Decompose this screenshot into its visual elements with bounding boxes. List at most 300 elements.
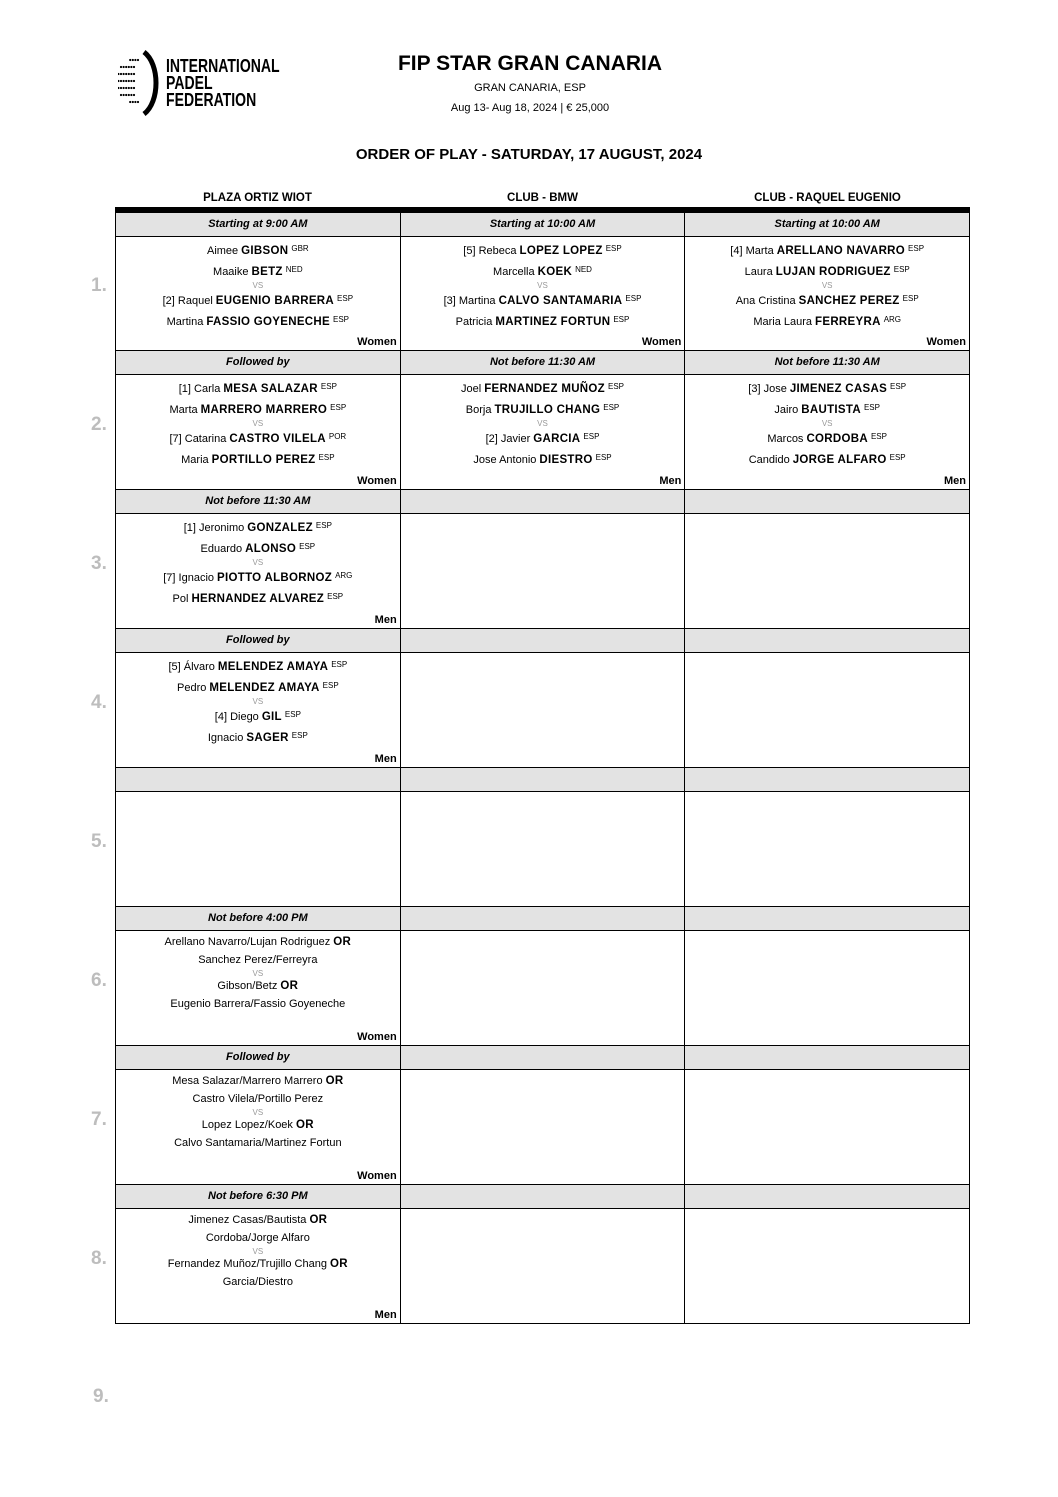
match-cell [400,212,686,351]
player-line [116,677,400,698]
player-first-name: Marcos [767,433,804,445]
match-cell [684,768,970,907]
match-category: Men [374,753,397,765]
player-seed: [4] [214,711,227,723]
player-line [685,240,969,261]
player-first-name: Patricia [455,315,493,328]
match-category: Men [374,614,397,626]
fip-logo [118,50,312,116]
match-cell [115,768,401,907]
match-body [685,931,969,1045]
schedule-row [91,907,970,1046]
player-nationality: ESP [337,294,354,303]
match-time-header: Followed by [116,629,400,653]
or-label: OR [333,936,352,948]
player-seed: [4] [730,245,743,257]
player-seed: [7] [163,572,176,584]
player-line [685,311,969,332]
player-first-name: Ana Cristina [735,295,796,307]
or-label: OR [330,1258,348,1270]
match-cell [400,1185,686,1324]
match-time-header: Starting at 10:00 AM [685,213,969,237]
team-names: Fernandez Muñoz/Trujillo Chang [167,1258,327,1270]
player-line [401,449,685,470]
player-nationality: GBR [291,244,309,253]
player-nationality: ESP [870,432,887,441]
player-last-name: MARTINEZ FORTUN [495,315,611,328]
player-last-name: GIBSON [241,245,289,257]
player-nationality: ESP [327,591,344,601]
player-nationality: ESP [330,402,347,412]
match-body [116,375,400,489]
row-number: 9. [93,1386,109,1407]
player-last-name: CORDOBA [806,433,868,445]
player-nationality: ESP [291,730,308,740]
player-first-name: Ignacio [178,572,215,584]
match-time-header: Not before 4:00 PM [116,907,400,931]
row-number: 2. [91,414,107,435]
schedule-row [91,351,970,490]
player-last-name: EUGENIO BARRERA [215,295,335,307]
team-names: Mesa Salazar/Marrero Marrero [172,1075,323,1087]
schedule-grid [91,212,970,1324]
player-seed: [1] [178,383,191,395]
player-seed: [2] [485,433,498,445]
match-body [401,375,685,489]
player-first-name: Ignacio [207,731,244,744]
player-first-name: Jairo [774,403,799,416]
logo-line: PADEL [166,72,213,93]
player-seed: [3] [748,383,761,395]
player-nationality: ESP [613,314,630,324]
match-body [685,653,969,767]
player-nationality: ESP [890,382,907,391]
match-cell [115,1185,401,1324]
match-body [401,792,685,906]
schedule-row [91,1185,970,1324]
team-names: Calvo Santamaria/Martinez Fortun [174,1136,342,1149]
player-nationality: POR [328,432,347,441]
tournament-header [330,52,730,114]
team-names: Garcia/Diestro [222,1275,293,1288]
team-line [116,1230,400,1248]
vs-label: VS [252,1108,264,1117]
player-seed: [3] [443,295,456,307]
player-line [116,538,400,559]
player-last-name: MESA SALAZAR [223,383,318,395]
match-body [116,792,400,906]
team-line [116,1117,400,1135]
player-last-name: ALONSO [245,542,297,555]
player-last-name: SANCHEZ PEREZ [798,295,900,307]
player-last-name: GIL [261,711,282,723]
or-label: OR [280,980,299,992]
player-first-name: Candido [748,453,790,466]
player-nationality: ESP [889,452,906,462]
player-first-name: Pedro [177,681,207,694]
player-first-name: Eduardo [200,542,243,555]
match-category: Women [641,336,682,348]
team-names: Cordoba/Jorge Alfaro [205,1231,310,1244]
match-category: Men [944,475,967,487]
player-line [401,378,685,399]
schedule-row [91,212,970,351]
vs-label: VS [537,419,548,428]
match-cell [115,351,401,490]
row-number: 5. [91,831,107,852]
match-category: Women [357,336,397,348]
player-seed: [5] [463,245,476,257]
match-cell [115,212,401,351]
match-cell [400,768,686,907]
court-headers [115,192,970,204]
schedule-row [91,490,970,629]
row-number: 1. [91,275,107,296]
team-line [116,1212,400,1230]
player-seed: [1] [183,522,196,534]
match-cell [400,907,686,1046]
player-first-name: Rebeca [478,245,517,257]
player-last-name: ARELLANO NAVARRO [776,245,906,257]
player-last-name: JORGE ALFARO [792,453,887,466]
player-first-name: Laura [744,265,773,278]
player-first-name: Martina [166,315,204,328]
player-last-name: KOEK [537,265,573,278]
match-cell [684,212,970,351]
match-body [685,1070,969,1184]
match-category: Men [374,1309,397,1321]
or-label: OR [309,1214,328,1226]
player-last-name: BAUTISTA [801,403,861,416]
match-body [685,375,969,489]
match-body [401,237,685,350]
player-nationality: ESP [908,244,925,253]
player-last-name: DIESTRO [539,453,593,466]
match-category: Women [357,1170,397,1182]
match-cell [684,907,970,1046]
match-time-header [401,1185,685,1209]
player-nationality: ESP [863,402,880,412]
player-line [685,449,969,470]
team-names: Eugenio Barrera/Fassio Goyeneche [170,997,346,1010]
player-nationality: NED [285,264,303,274]
player-first-name: Pol [172,592,189,605]
match-time-header [401,490,685,514]
player-last-name: LOPEZ LOPEZ [519,245,603,257]
row-cells [115,1046,970,1185]
player-last-name: FERREYRA [815,315,881,328]
player-last-name: MARRERO MARRERO [200,403,328,416]
player-nationality: ARG [883,314,902,324]
player-last-name: SAGER [246,731,289,744]
player-line [401,428,685,449]
match-category: Women [357,1031,397,1043]
player-line [401,311,685,332]
vs-label: VS [537,281,548,290]
logo-line: FEDERATION [166,89,257,110]
match-time-header: Not before 11:30 AM [116,490,400,514]
player-line [116,517,400,538]
player-nationality: ESP [625,294,642,303]
player-line [116,240,400,261]
row-cells [115,1185,970,1324]
player-nationality: ESP [583,432,600,441]
match-cell [400,1046,686,1185]
player-seed: [5] [168,661,181,673]
vs-label: VS [252,1247,264,1256]
player-seed: [7] [169,433,182,445]
player-line [116,290,400,311]
match-cell [115,907,401,1046]
match-body [116,1209,400,1323]
vs-label: VS [252,969,264,978]
match-time-header: Not before 11:30 AM [685,351,969,375]
row-cells [115,629,970,768]
player-last-name: MELENDEZ AMAYA [209,681,320,694]
player-first-name: Diego [230,711,259,723]
vs-label: VS [252,419,264,428]
team-line [116,1091,400,1109]
player-first-name: Borja [465,403,492,416]
player-nationality: ESP [320,382,337,391]
player-line [116,428,400,449]
player-nationality: ESP [607,382,624,391]
team-line [116,1256,400,1274]
row-cells [115,212,970,351]
or-label: OR [325,1075,344,1087]
logo-line: INTERNATIONAL [166,55,280,76]
match-cell [684,1046,970,1185]
player-first-name: Álvaro [183,661,215,673]
match-time-header [401,629,685,653]
player-line [401,290,685,311]
team-names: Sanchez Perez/Ferreyra [198,953,318,966]
tournament-location: GRAN CANARIA, ESP [474,82,586,94]
match-body [685,792,969,906]
team-names: Castro Vilela/Portillo Perez [192,1092,324,1105]
player-line [685,378,969,399]
order-of-play-title: ORDER OF PLAY - SATURDAY, 17 AUGUST, 2024 [355,146,703,163]
match-body [401,931,685,1045]
player-line [116,656,400,677]
player-last-name: JIMENEZ CASAS [789,383,888,395]
player-last-name: FASSIO GOYENECHE [206,315,330,328]
match-time-header [401,907,685,931]
player-first-name: Marta [745,245,774,257]
match-cell [684,490,970,629]
player-line [685,428,969,449]
player-last-name: FERNANDEZ MUÑOZ [484,383,605,395]
match-time-header: Starting at 10:00 AM [401,213,685,237]
player-last-name: CALVO SANTAMARIA [498,295,623,307]
match-cell [115,1046,401,1185]
player-last-name: BETZ [251,265,283,278]
row-number: 3. [91,553,107,574]
player-first-name: Maria Laura [753,315,813,328]
player-nationality: ESP [595,452,612,462]
player-line [116,261,400,282]
match-cell [115,490,401,629]
match-body [685,237,969,350]
player-line [116,449,400,470]
player-line [116,588,400,609]
match-time-header [685,907,969,931]
match-body [116,1070,400,1184]
player-line [401,240,685,261]
player-last-name: PIOTTO ALBORNOZ [217,572,333,584]
player-first-name: Carla [194,383,221,395]
match-time-header: Starting at 9:00 AM [116,213,400,237]
team-names: Gibson/Betz [217,980,278,992]
match-body [401,653,685,767]
player-last-name: PORTILLO PEREZ [211,453,316,466]
player-last-name: LUJAN RODRIGUEZ [775,265,891,278]
player-first-name: Jose [763,383,787,395]
schedule-row [91,768,970,907]
player-line [401,261,685,282]
match-body [116,237,400,350]
player-nationality: ESP [322,680,339,690]
padel-racket-icon [118,50,160,116]
team-line [116,978,400,996]
vs-label: VS [821,419,833,428]
player-first-name: Martina [458,295,496,307]
row-cells [115,351,970,490]
team-names: Lopez Lopez/Koek [201,1119,293,1131]
match-body [401,1070,685,1184]
player-first-name: Javier [500,433,531,445]
player-first-name: Aimee [206,245,239,257]
team-line [116,1274,400,1292]
match-time-header: Not before 6:30 PM [116,1185,400,1209]
vs-label: VS [252,697,264,706]
player-line [685,261,969,282]
or-label: OR [296,1119,314,1131]
player-first-name: Jose Antonio [473,453,537,466]
team-line [116,934,400,952]
player-nationality: ESP [603,402,620,412]
player-line [116,311,400,332]
match-time-header [685,490,969,514]
vs-label: VS [252,281,264,290]
player-line [401,399,685,420]
match-time-header [685,768,969,792]
vs-label: VS [821,281,833,290]
schedule-row [91,1046,970,1185]
player-line [116,706,400,727]
player-first-name: Marcella [493,265,535,278]
player-line [116,567,400,588]
player-first-name: Marta [169,403,198,416]
player-last-name: HERNANDEZ ALVAREZ [191,592,325,605]
player-first-name: Raquel [177,295,213,307]
player-nationality: ESP [284,710,301,719]
match-cell [684,629,970,768]
match-cell [400,351,686,490]
row-cells [115,907,970,1046]
player-nationality: ESP [315,521,332,530]
match-category: Women [357,475,397,487]
match-category: Men [659,475,682,487]
team-line [116,952,400,970]
player-last-name: TRUJILLO CHANG [494,403,601,416]
match-time-header: Followed by [116,1046,400,1070]
tournament-dates-prize: Aug 13- Aug 18, 2024 | € 25,000 [450,102,610,114]
player-last-name: GONZALEZ [247,522,313,534]
match-body [401,514,685,628]
team-names: Jimenez Casas/Bautista [188,1214,307,1226]
player-nationality: ESP [893,264,910,274]
player-nationality: ESP [299,541,316,551]
player-nationality: NED [575,264,592,274]
match-cell [400,629,686,768]
player-seed: [2] [162,295,175,307]
team-names: Arellano Navarro/Lujan Rodriguez [164,936,331,948]
match-time-header [401,768,685,792]
match-time-header: Not before 11:30 AM [401,351,685,375]
player-line [116,727,400,748]
match-cell [400,490,686,629]
player-nationality: ESP [333,314,350,324]
match-time-header: Followed by [116,351,400,375]
player-line [116,399,400,420]
player-first-name: Jeronimo [199,522,245,534]
match-body [116,514,400,628]
player-nationality: ESP [318,452,335,462]
player-first-name: Joel [461,383,482,395]
match-time-header [401,1046,685,1070]
row-number: 7. [91,1109,107,1130]
row-number: 6. [91,970,107,991]
match-body [401,1209,685,1323]
match-body [685,514,969,628]
team-line [116,996,400,1014]
player-line [685,399,969,420]
player-nationality: ESP [605,244,622,253]
schedule-row [91,629,970,768]
match-body [116,653,400,767]
player-first-name: Catarina [184,433,227,445]
row-number: 8. [91,1248,107,1269]
player-first-name: Maria [181,453,209,466]
player-last-name: MELENDEZ AMAYA [217,661,329,673]
row-cells [115,490,970,629]
player-line [116,378,400,399]
court-name: CLUB - RAQUEL EUGENIO [754,192,901,204]
match-cell [684,1185,970,1324]
player-last-name: GARCIA [533,433,581,445]
match-category: Women [926,336,967,348]
team-line [116,1135,400,1153]
match-time-header [116,768,400,792]
match-time-header [685,1046,969,1070]
court-name: PLAZA ORTIZ WIOT [203,192,312,204]
match-cell [684,351,970,490]
match-time-header [685,629,969,653]
court-name: CLUB - BMW [507,192,578,204]
player-nationality: ESP [902,294,919,303]
match-time-header [685,1185,969,1209]
player-first-name: Maaike [213,265,249,278]
tournament-title: FIP STAR GRAN CANARIA [397,52,663,75]
match-body [116,931,400,1045]
player-line [685,290,969,311]
row-cells [115,768,970,907]
match-cell [115,629,401,768]
team-line [116,1073,400,1091]
match-body [685,1209,969,1323]
player-nationality: ESP [331,660,348,669]
